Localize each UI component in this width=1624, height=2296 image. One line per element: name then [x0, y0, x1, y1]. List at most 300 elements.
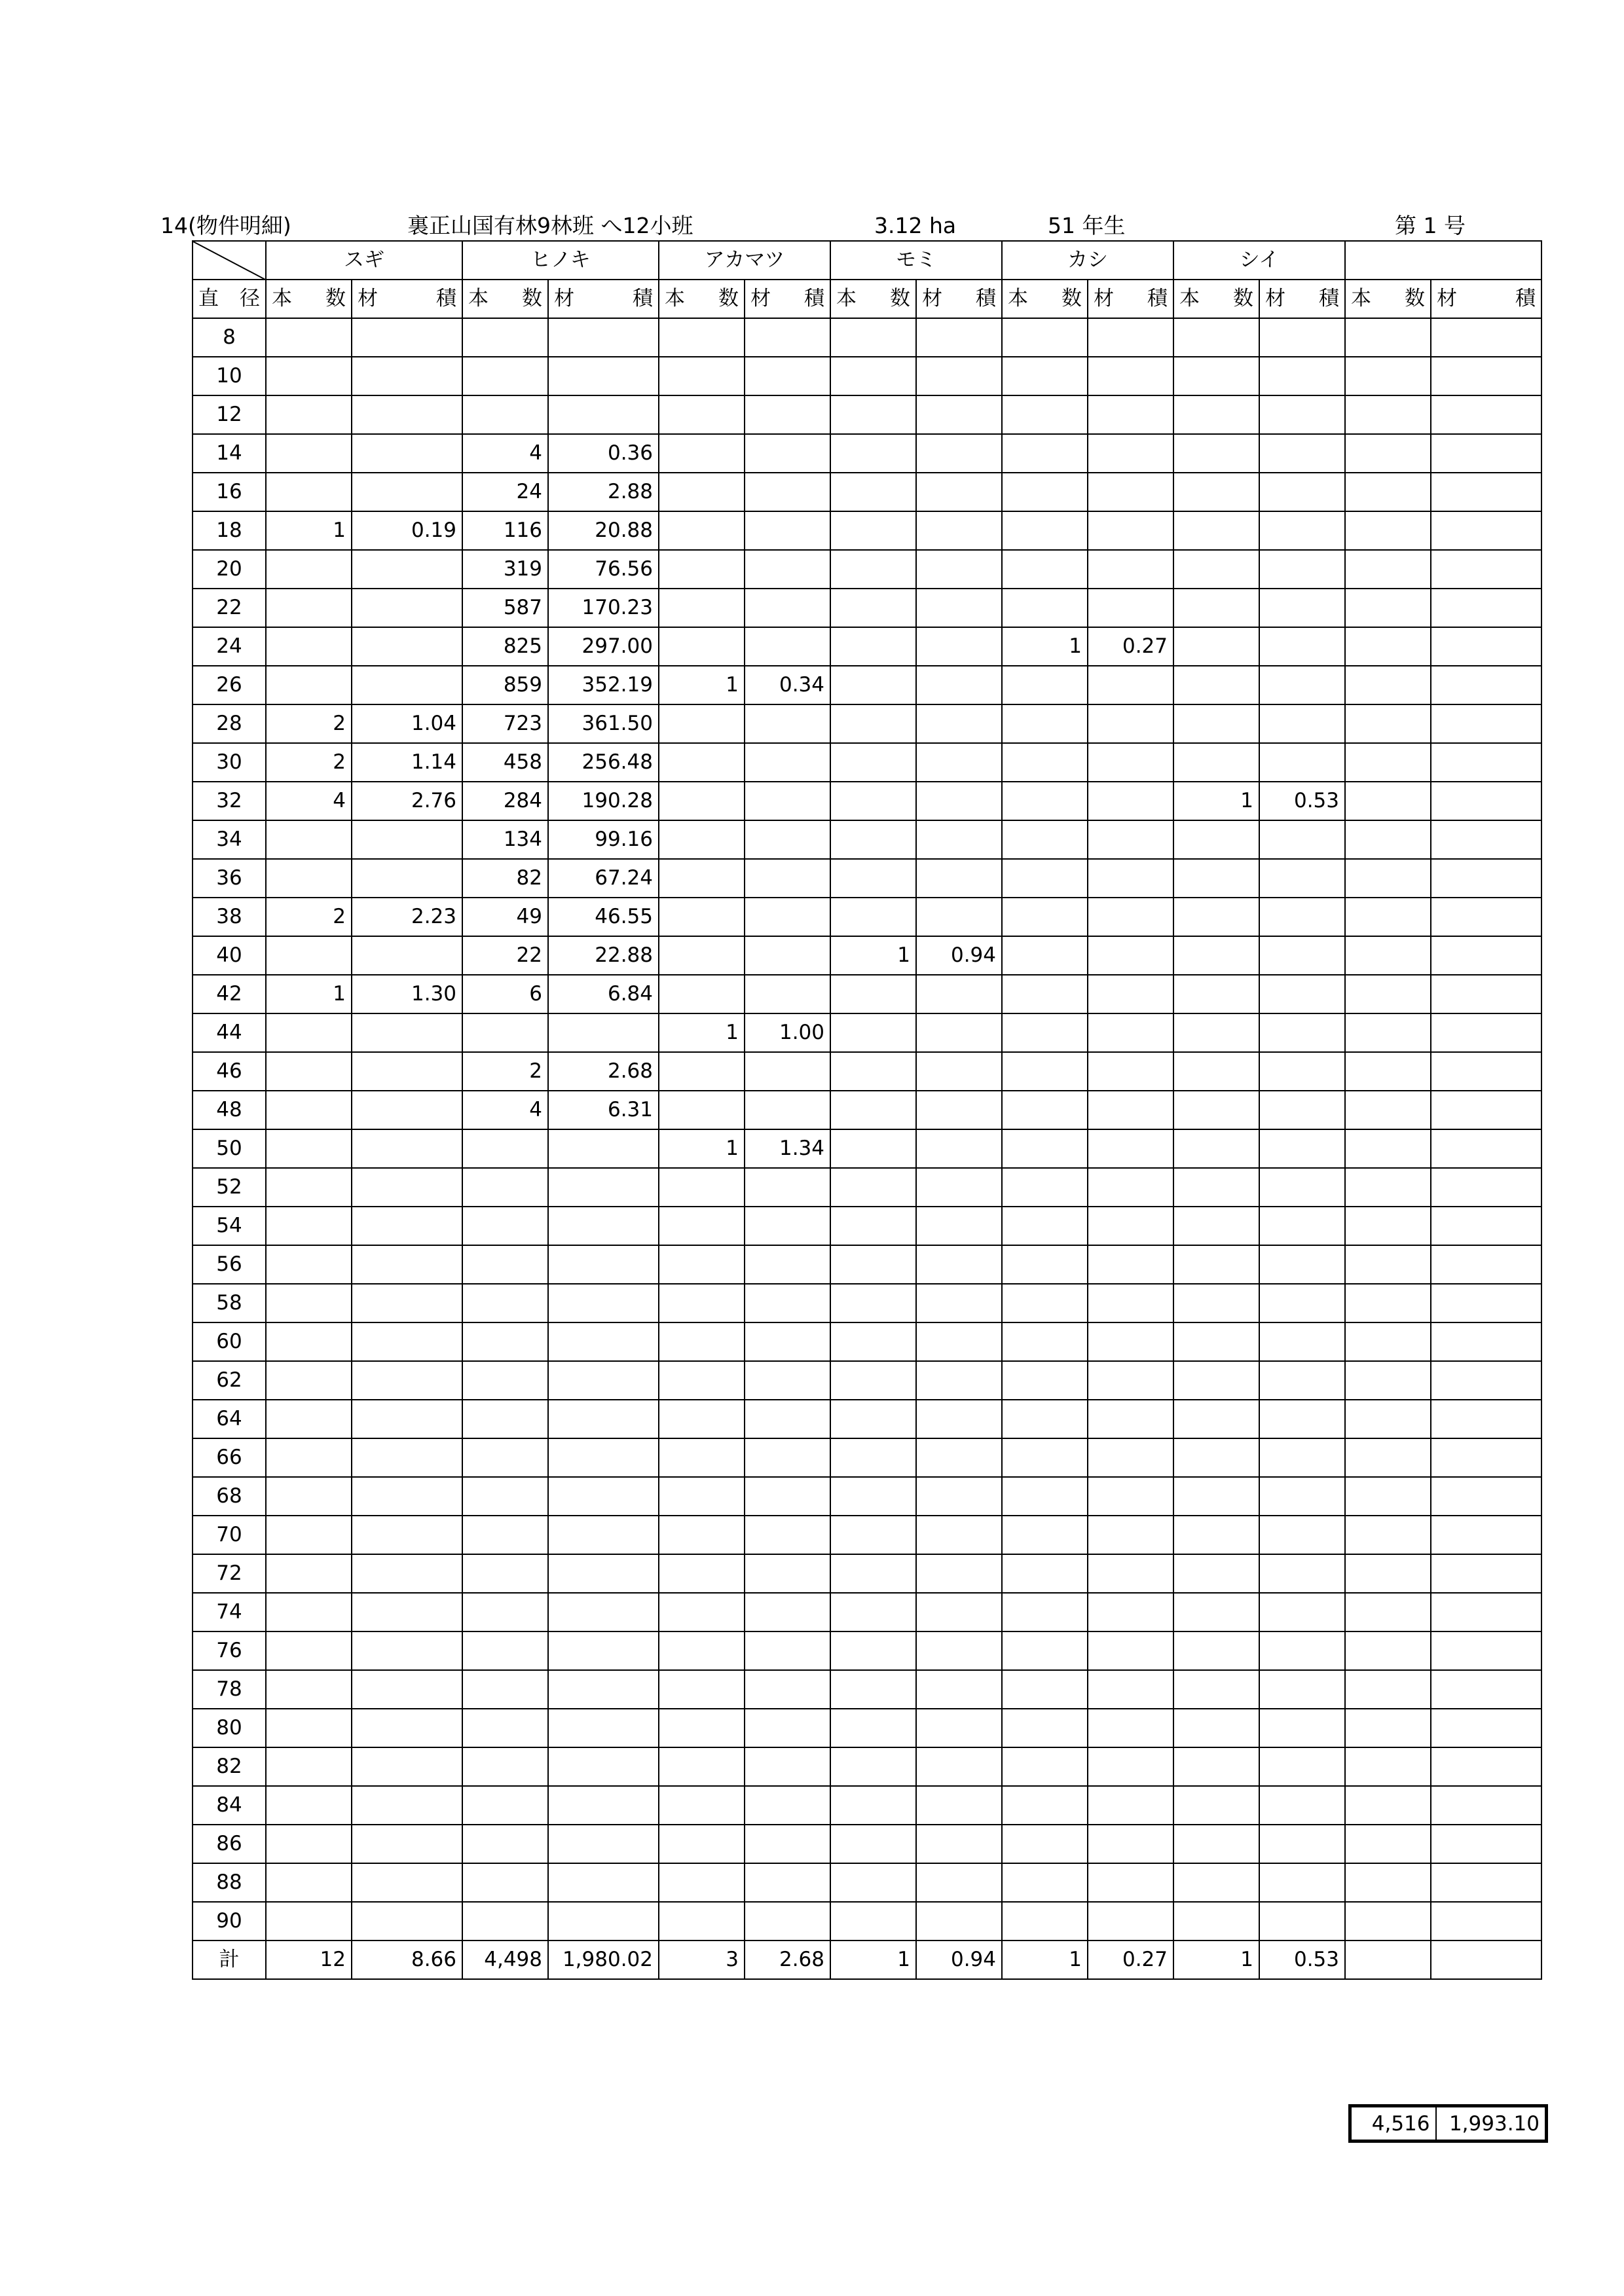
species-header-sugi: スギ [266, 241, 462, 280]
value-cell [916, 1709, 1002, 1747]
value-cell [830, 1438, 916, 1477]
value-cell: 82 [462, 859, 548, 898]
value-cell [1431, 1400, 1541, 1438]
value-cell [462, 357, 548, 395]
value-cell: 361.50 [548, 704, 659, 743]
value-cell [1431, 357, 1541, 395]
value-cell [1259, 1168, 1345, 1207]
value-cell [1259, 743, 1345, 782]
value-cell [916, 1013, 1002, 1052]
value-cell [1002, 1052, 1088, 1091]
value-cell [1088, 782, 1173, 820]
value-cell [1173, 1825, 1259, 1863]
value-cell [1002, 1091, 1088, 1129]
value-cell [1259, 1670, 1345, 1709]
value-cell [916, 627, 1002, 666]
value-cell [1345, 1013, 1431, 1052]
timber-detail-table [192, 240, 1542, 1980]
value-cell [1345, 1129, 1431, 1168]
value-cell [352, 666, 462, 704]
value-cell [830, 666, 916, 704]
diameter-cell: 12 [193, 395, 266, 434]
value-cell [462, 1631, 548, 1670]
diagonal-line [193, 242, 266, 280]
value-cell [352, 1091, 462, 1129]
table-row [193, 782, 1541, 820]
value-cell: 99.16 [548, 820, 659, 859]
value-cell [548, 1013, 659, 1052]
diameter-cell: 78 [193, 1670, 266, 1709]
value-cell [1345, 1593, 1431, 1631]
value-cell [1345, 473, 1431, 511]
value-cell [659, 550, 745, 589]
value-cell [1173, 859, 1259, 898]
value-cell [916, 1554, 1002, 1593]
volume-header: 材 積 [1431, 280, 1541, 318]
value-cell: 1 [659, 1129, 745, 1168]
value-cell [830, 743, 916, 782]
value-cell: 4 [462, 1091, 548, 1129]
value-cell [1345, 1400, 1431, 1438]
value-cell [830, 1168, 916, 1207]
value-cell [1431, 782, 1541, 820]
value-cell [1173, 511, 1259, 550]
species-header-blank [1345, 241, 1541, 280]
value-cell [916, 820, 1002, 859]
value-cell: 1 [1002, 627, 1088, 666]
value-cell [659, 1863, 745, 1902]
value-cell [462, 1902, 548, 1941]
table-row [193, 1284, 1541, 1322]
total-cell [1431, 1941, 1541, 1979]
value-cell [548, 1554, 659, 1593]
value-cell [1173, 1631, 1259, 1670]
value-cell [1088, 473, 1173, 511]
value-cell [1173, 589, 1259, 627]
value-cell [1345, 589, 1431, 627]
value-cell [916, 395, 1002, 434]
value-cell [916, 1747, 1002, 1786]
value-cell: 0.34 [745, 666, 830, 704]
value-cell [1345, 743, 1431, 782]
value-cell [916, 589, 1002, 627]
value-cell [1345, 1207, 1431, 1245]
value-cell [1002, 1902, 1088, 1941]
value-cell: 1 [266, 511, 352, 550]
table-row [193, 627, 1541, 666]
diameter-cell: 36 [193, 859, 266, 898]
value-cell [548, 1516, 659, 1554]
value-cell [830, 704, 916, 743]
value-cell [352, 1825, 462, 1863]
value-cell [1088, 1477, 1173, 1516]
value-cell [548, 1902, 659, 1941]
value-cell [548, 1129, 659, 1168]
value-cell: 20.88 [548, 511, 659, 550]
value-cell [1259, 395, 1345, 434]
value-cell [830, 1516, 916, 1554]
value-cell [1088, 1631, 1173, 1670]
value-cell: 825 [462, 627, 548, 666]
species-header-row [193, 241, 1541, 280]
value-cell [1002, 1477, 1088, 1516]
value-cell [1173, 1593, 1259, 1631]
value-cell [1002, 898, 1088, 936]
total-cell [1345, 1941, 1431, 1979]
value-cell [462, 1013, 548, 1052]
value-cell [1002, 1863, 1088, 1902]
value-cell [1088, 1091, 1173, 1129]
value-cell [916, 1516, 1002, 1554]
value-cell [1002, 1670, 1088, 1709]
value-cell [1345, 434, 1431, 473]
volume-header: 材 積 [352, 280, 462, 318]
value-cell: 2.68 [548, 1052, 659, 1091]
value-cell [1345, 1168, 1431, 1207]
value-cell [830, 1400, 916, 1438]
value-cell [745, 357, 830, 395]
value-cell [745, 395, 830, 434]
value-cell [830, 1477, 916, 1516]
value-cell [548, 318, 659, 357]
value-cell [462, 1322, 548, 1361]
value-cell [548, 357, 659, 395]
value-cell [1002, 1400, 1088, 1438]
value-cell [1002, 511, 1088, 550]
value-cell [266, 1052, 352, 1091]
value-cell [1002, 1554, 1088, 1593]
value-cell [659, 1245, 745, 1284]
value-cell [745, 1709, 830, 1747]
value-cell [659, 1168, 745, 1207]
total-cell: 1 [1173, 1941, 1259, 1979]
value-cell [1345, 1361, 1431, 1400]
value-cell [1259, 666, 1345, 704]
diameter-cell: 54 [193, 1207, 266, 1245]
value-cell: 1.00 [745, 1013, 830, 1052]
table-row [193, 1400, 1541, 1438]
location-title: 裏正山国有林9林班 へ12小班 [407, 213, 693, 238]
value-cell: 2.23 [352, 898, 462, 936]
value-cell [1431, 1013, 1541, 1052]
value-cell [352, 1013, 462, 1052]
value-cell [1345, 550, 1431, 589]
volume-header: 材 積 [1259, 280, 1345, 318]
value-cell [1345, 1284, 1431, 1322]
diameter-cell: 86 [193, 1825, 266, 1863]
value-cell [548, 1477, 659, 1516]
table-row [193, 1631, 1541, 1670]
value-cell [1088, 1400, 1173, 1438]
value-cell [1088, 704, 1173, 743]
diameter-cell: 42 [193, 975, 266, 1013]
value-cell [1431, 1786, 1541, 1825]
value-cell [830, 434, 916, 473]
value-cell [745, 1516, 830, 1554]
value-cell [1002, 1516, 1088, 1554]
value-cell [1088, 1361, 1173, 1400]
table-row [193, 1825, 1541, 1863]
value-cell [830, 1709, 916, 1747]
value-cell: 0.53 [1259, 782, 1345, 820]
value-cell [266, 318, 352, 357]
value-cell [1173, 1477, 1259, 1516]
value-cell [1431, 1091, 1541, 1129]
value-cell [1173, 1438, 1259, 1477]
value-cell [830, 1207, 916, 1245]
count-header: 本 数 [462, 280, 548, 318]
value-cell [745, 550, 830, 589]
value-cell [1345, 1554, 1431, 1593]
value-cell [659, 1786, 745, 1825]
value-cell [1431, 859, 1541, 898]
value-cell [659, 1825, 745, 1863]
value-cell [1002, 1013, 1088, 1052]
value-cell [1002, 743, 1088, 782]
value-cell [745, 434, 830, 473]
value-cell [1345, 859, 1431, 898]
value-cell [1088, 1902, 1173, 1941]
value-cell [659, 1207, 745, 1245]
value-cell [916, 782, 1002, 820]
value-cell [830, 511, 916, 550]
value-cell [352, 473, 462, 511]
value-cell [1088, 1786, 1173, 1825]
value-cell [1259, 1747, 1345, 1786]
value-cell [1345, 1863, 1431, 1902]
value-cell [659, 318, 745, 357]
value-cell [1431, 1284, 1541, 1322]
value-cell [1345, 1631, 1431, 1670]
value-cell [1173, 1013, 1259, 1052]
value-cell [462, 395, 548, 434]
value-cell [1345, 666, 1431, 704]
value-cell [745, 936, 830, 975]
value-cell [1088, 1593, 1173, 1631]
value-cell [352, 1207, 462, 1245]
value-cell [352, 1361, 462, 1400]
value-cell [659, 1902, 745, 1941]
value-cell [1259, 1361, 1345, 1400]
value-cell [1173, 1207, 1259, 1245]
value-cell [1345, 1709, 1431, 1747]
value-cell [352, 1245, 462, 1284]
value-cell [1002, 1168, 1088, 1207]
value-cell [1173, 395, 1259, 434]
value-cell [1345, 627, 1431, 666]
value-cell: 1.04 [352, 704, 462, 743]
diameter-cell: 40 [193, 936, 266, 975]
value-cell [659, 859, 745, 898]
value-cell [462, 1593, 548, 1631]
value-cell [745, 820, 830, 859]
value-cell [1173, 1786, 1259, 1825]
table-row [193, 1516, 1541, 1554]
value-cell: 352.19 [548, 666, 659, 704]
total-cell: 3 [659, 1941, 745, 1979]
value-cell [745, 1554, 830, 1593]
value-cell [916, 898, 1002, 936]
value-cell [266, 550, 352, 589]
value-cell [462, 1747, 548, 1786]
value-cell [916, 743, 1002, 782]
value-cell: 1 [266, 975, 352, 1013]
value-cell [1259, 1438, 1345, 1477]
value-cell [1002, 395, 1088, 434]
value-cell [1345, 1516, 1431, 1554]
value-cell [830, 975, 916, 1013]
value-cell [830, 357, 916, 395]
value-cell [352, 1052, 462, 1091]
value-cell: 2 [462, 1052, 548, 1091]
value-cell [1259, 550, 1345, 589]
value-cell [266, 1477, 352, 1516]
value-cell [1088, 1670, 1173, 1709]
value-cell [1431, 1129, 1541, 1168]
value-cell [1088, 1554, 1173, 1593]
value-cell [745, 1168, 830, 1207]
value-cell [745, 589, 830, 627]
value-cell: 256.48 [548, 743, 659, 782]
value-cell [916, 1168, 1002, 1207]
value-cell [352, 936, 462, 975]
value-cell [916, 1400, 1002, 1438]
total-cell: 1 [1002, 1941, 1088, 1979]
value-cell: 24 [462, 473, 548, 511]
value-cell [1345, 1477, 1431, 1516]
value-cell [266, 666, 352, 704]
value-cell: 6 [462, 975, 548, 1013]
table-row [193, 318, 1541, 357]
value-cell [916, 1825, 1002, 1863]
value-cell [1002, 1322, 1088, 1361]
subheader-row [193, 280, 1541, 318]
value-cell [1088, 1129, 1173, 1168]
value-cell [1431, 395, 1541, 434]
value-cell [1088, 859, 1173, 898]
value-cell [659, 511, 745, 550]
value-cell [745, 782, 830, 820]
value-cell [1002, 936, 1088, 975]
diameter-cell: 20 [193, 550, 266, 589]
value-cell [548, 1322, 659, 1361]
value-cell [745, 975, 830, 1013]
table-row [193, 1438, 1541, 1477]
value-cell [1002, 357, 1088, 395]
diameter-cell: 26 [193, 666, 266, 704]
species-header-momi: モミ [830, 241, 1002, 280]
value-cell [1173, 318, 1259, 357]
diameter-cell: 62 [193, 1361, 266, 1400]
value-cell [916, 1670, 1002, 1709]
value-cell [745, 1902, 830, 1941]
value-cell [1259, 1091, 1345, 1129]
volume-header: 材 積 [745, 280, 830, 318]
value-cell [830, 820, 916, 859]
value-cell [1173, 473, 1259, 511]
table-row [193, 511, 1541, 550]
diameter-cell: 14 [193, 434, 266, 473]
value-cell [745, 1361, 830, 1400]
value-cell [1259, 1207, 1345, 1245]
value-cell [1173, 1709, 1259, 1747]
value-cell [1173, 1091, 1259, 1129]
value-cell [1259, 318, 1345, 357]
value-cell [1431, 898, 1541, 936]
value-cell [1431, 820, 1541, 859]
diameter-cell: 24 [193, 627, 266, 666]
value-cell [462, 1786, 548, 1825]
value-cell: 22 [462, 936, 548, 975]
diameter-cell: 34 [193, 820, 266, 859]
table-row [193, 1052, 1541, 1091]
value-cell [548, 1284, 659, 1322]
value-cell [1345, 1747, 1431, 1786]
diameter-cell: 84 [193, 1786, 266, 1825]
value-cell [548, 395, 659, 434]
value-cell [1002, 1284, 1088, 1322]
value-cell [352, 820, 462, 859]
value-cell [1173, 357, 1259, 395]
table-row [193, 743, 1541, 782]
value-cell [1431, 1709, 1541, 1747]
value-cell [1431, 1438, 1541, 1477]
diameter-cell: 46 [193, 1052, 266, 1091]
value-cell [1345, 782, 1431, 820]
value-cell: 2 [266, 898, 352, 936]
value-cell: 1 [659, 666, 745, 704]
value-cell [1259, 627, 1345, 666]
value-cell [266, 1825, 352, 1863]
value-cell: 134 [462, 820, 548, 859]
total-cell: 12 [266, 1941, 352, 1979]
value-cell [1259, 434, 1345, 473]
table-row [193, 859, 1541, 898]
value-cell [1259, 1013, 1345, 1052]
value-cell: 0.19 [352, 511, 462, 550]
value-cell [1431, 975, 1541, 1013]
value-cell: 2 [266, 704, 352, 743]
value-cell [745, 1207, 830, 1245]
value-cell [266, 1400, 352, 1438]
value-cell [548, 1168, 659, 1207]
value-cell [830, 1863, 916, 1902]
value-cell [745, 1052, 830, 1091]
value-cell [266, 1902, 352, 1941]
value-cell [1002, 1438, 1088, 1477]
value-cell [745, 511, 830, 550]
table-row [193, 1670, 1541, 1709]
diameter-cell: 8 [193, 318, 266, 357]
value-cell [548, 1400, 659, 1438]
table-row [193, 473, 1541, 511]
value-cell [830, 1554, 916, 1593]
count-header: 本 数 [1002, 280, 1088, 318]
value-cell [352, 1322, 462, 1361]
value-cell [266, 1863, 352, 1902]
value-cell [548, 1593, 659, 1631]
value-cell [266, 1747, 352, 1786]
volume-header: 材 積 [548, 280, 659, 318]
count-header: 本 数 [1345, 280, 1431, 318]
value-cell [830, 859, 916, 898]
value-cell: 2.76 [352, 782, 462, 820]
value-cell [462, 1361, 548, 1400]
value-cell [266, 1438, 352, 1477]
value-cell [1259, 936, 1345, 975]
species-header-hinoki: ヒノキ [462, 241, 659, 280]
document-number: 14(物件明細) [160, 213, 291, 238]
